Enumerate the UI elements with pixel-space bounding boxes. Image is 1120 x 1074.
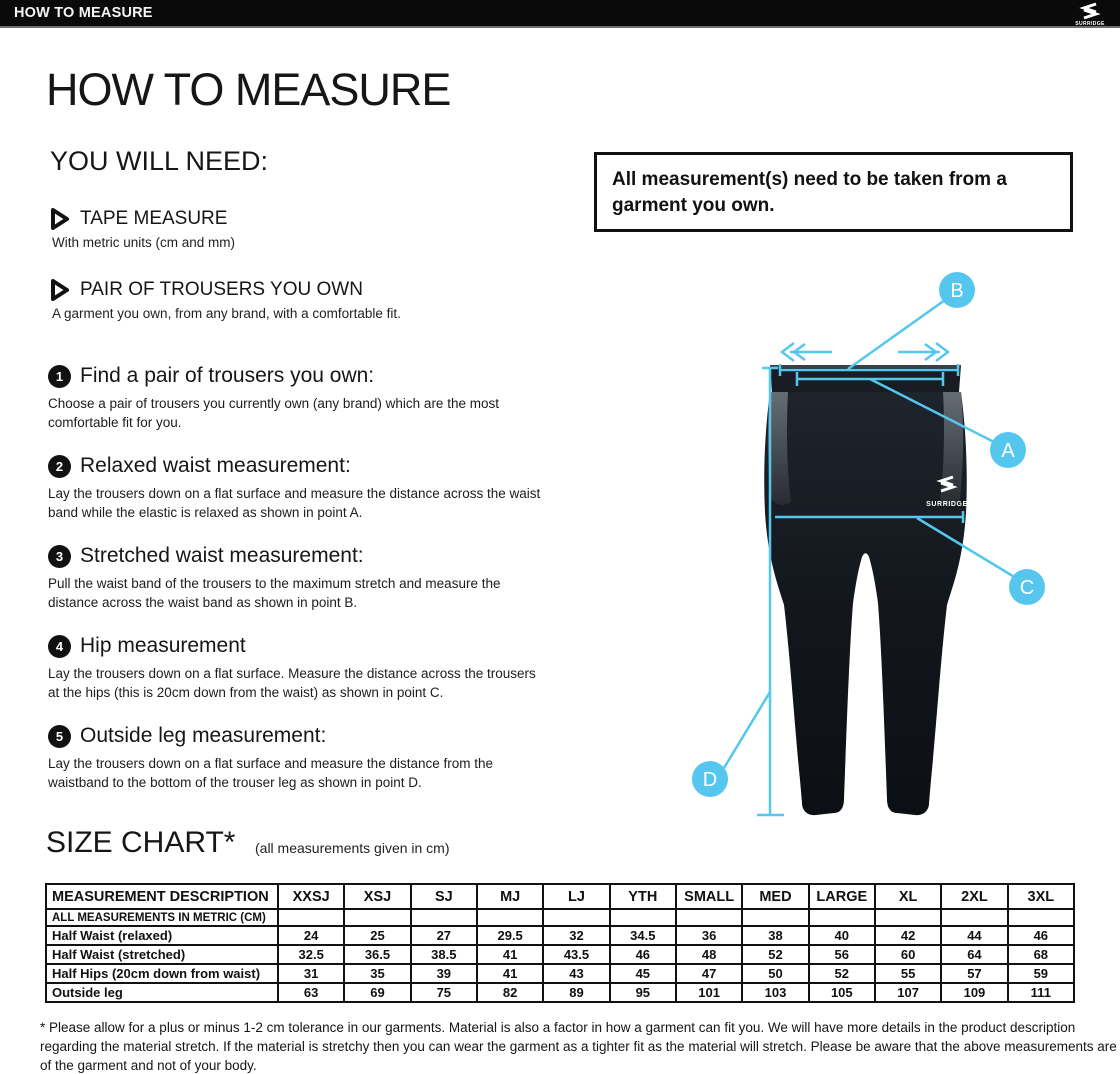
col-header-size: LARGE: [809, 884, 875, 909]
step-body: Lay the trousers down on a flat surface and measure the distance from the waistband to the bottom of the trouser leg as shown in point D.: [48, 756, 493, 790]
need-item-label: PAIR OF TROUSERS YOU OWN: [80, 279, 363, 300]
measurement-note-text: All measurement(s) need to be taken from a garment you own.: [612, 169, 1007, 217]
step-title: Outside leg measurement:: [80, 724, 327, 747]
cell-value: 109: [941, 983, 1007, 1002]
tolerance-footnote: * Please allow for a plus or minus 1-2 cm tolerance in our garments. Material is also a factor in how a garment can fit you. We will have more details in the product description regarding the material stretch. If the material is stretchy then you can wear the garment as a tighter fit as the material will stretch. Please be aware that the above measurements are of the garment and not of your body.: [40, 1020, 1117, 1074]
cell-value: 52: [742, 945, 808, 964]
size-chart-heading: SIZE CHART*: [46, 826, 236, 859]
step-4: [48, 634, 548, 703]
table-row: [46, 926, 1074, 945]
cell-value: 38: [742, 926, 808, 945]
step-number-badge: 2: [48, 455, 71, 478]
row-label: Half Waist (relaxed): [46, 926, 278, 945]
trousers-image: [764, 365, 968, 815]
step-number-badge: 5: [48, 725, 71, 748]
cell-value: 57: [941, 964, 1007, 983]
cell-value: 107: [875, 983, 941, 1002]
step-title: Stretched waist measurement:: [80, 544, 364, 567]
cell-value: 41: [477, 964, 543, 983]
label-c: C: [1019, 577, 1035, 599]
table-row: [46, 983, 1074, 1002]
step-3: [48, 544, 548, 613]
cell-value: 48: [676, 945, 742, 964]
step-body: Lay the trousers down on a flat surface. Measure the distance across the trousers at the hips (this is 20cm down from the waist) as shown in point C.: [48, 666, 536, 700]
table-header-row: [46, 884, 1074, 909]
need-item-tape-measure: [50, 208, 235, 250]
col-header-size: LJ: [543, 884, 609, 909]
cell-value: 24: [278, 926, 344, 945]
row-label: Half Waist (stretched): [46, 945, 278, 964]
need-item-note: A garment you own, from any brand, with a comfortable fit.: [52, 306, 401, 321]
cell-value: 69: [344, 983, 410, 1002]
cell-value: 41: [477, 945, 543, 964]
size-chart-subheading: (all measurements given in cm): [255, 840, 450, 856]
cell-value: 82: [477, 983, 543, 1002]
cell-value: 46: [1008, 926, 1074, 945]
cell-value: 47: [676, 964, 742, 983]
step-title: Relaxed waist measurement:: [80, 454, 351, 477]
metric-note: ALL MEASUREMENTS IN METRIC (CM): [46, 909, 278, 926]
step-body: Lay the trousers down on a flat surface and measure the distance across the waist band while the elastic is relaxed as shown in point A.: [48, 486, 541, 520]
trouser-logo-text: SURRIDGE: [926, 501, 968, 508]
cell-value: 46: [610, 945, 676, 964]
cell-value: 43: [543, 964, 609, 983]
cell-value: 60: [875, 945, 941, 964]
step-title: Find a pair of trousers you own:: [80, 364, 375, 387]
col-header-description: MEASUREMENT DESCRIPTION: [46, 884, 278, 909]
need-item-label: TAPE MEASURE: [80, 208, 228, 229]
table-row-metric-note: [46, 909, 1074, 926]
cell-value: 43.5: [543, 945, 609, 964]
label-a: A: [1001, 440, 1015, 462]
col-header-size: MJ: [477, 884, 543, 909]
cell-value: 38.5: [411, 945, 477, 964]
surridge-logo-text: SURRIDGE: [1075, 21, 1105, 27]
triangle-bullet-icon: [50, 279, 70, 301]
step-number-badge: 3: [48, 545, 71, 568]
cell-value: 68: [1008, 945, 1074, 964]
triangle-bullet-icon: [50, 208, 70, 230]
col-header-size: XL: [875, 884, 941, 909]
top-bar-title: HOW TO MEASURE: [14, 5, 153, 21]
cell-value: 32: [543, 926, 609, 945]
label-d: D: [702, 769, 718, 791]
cell-value: 55: [875, 964, 941, 983]
cell-value: 95: [610, 983, 676, 1002]
row-label: Half Hips (20cm down from waist): [46, 964, 278, 983]
col-header-size: 2XL: [941, 884, 1007, 909]
cell-value: 36.5: [344, 945, 410, 964]
step-2: [48, 454, 548, 523]
cell-value: 105: [809, 983, 875, 1002]
size-chart-table: [45, 883, 1075, 1003]
cell-value: 29.5: [477, 926, 543, 945]
cell-value: 101: [676, 983, 742, 1002]
cell-value: 27: [411, 926, 477, 945]
top-bar: [0, 0, 1120, 28]
col-header-size: MED: [742, 884, 808, 909]
step-5: [48, 724, 548, 793]
cell-value: 31: [278, 964, 344, 983]
page-title: HOW TO MEASURE: [46, 64, 451, 115]
cell-value: 45: [610, 964, 676, 983]
cell-value: 89: [543, 983, 609, 1002]
cell-value: 35: [344, 964, 410, 983]
cell-value: 32.5: [278, 945, 344, 964]
need-item-note: With metric units (cm and mm): [52, 235, 236, 250]
cell-value: 64: [941, 945, 1007, 964]
measurement-note-box: [594, 152, 1073, 232]
cell-value: 59: [1008, 964, 1074, 983]
need-item-trousers: [50, 279, 401, 321]
step-1: [48, 364, 548, 433]
step-number-badge: 4: [48, 635, 71, 658]
step-title: Hip measurement: [80, 634, 246, 657]
label-b: B: [950, 280, 964, 302]
step-number-badge: 1: [48, 365, 71, 388]
trousers-measurement-diagram: [690, 255, 1120, 825]
col-header-size: XSJ: [344, 884, 410, 909]
cell-value: 56: [809, 945, 875, 964]
col-header-size: YTH: [610, 884, 676, 909]
cell-value: 50: [742, 964, 808, 983]
step-body: Choose a pair of trousers you currently own (any brand) which are the most comfortable fit for you.: [48, 396, 499, 430]
cell-value: 42: [875, 926, 941, 945]
you-will-need-heading: YOU WILL NEED:: [50, 146, 269, 176]
cell-value: 40: [809, 926, 875, 945]
cell-value: 75: [411, 983, 477, 1002]
cell-value: 63: [278, 983, 344, 1002]
surridge-logo-icon: [1070, 1, 1110, 27]
cell-value: 25: [344, 926, 410, 945]
col-header-size: SJ: [411, 884, 477, 909]
table-row: [46, 964, 1074, 983]
cell-value: 44: [941, 926, 1007, 945]
cell-value: 39: [411, 964, 477, 983]
col-header-size: SMALL: [676, 884, 742, 909]
cell-value: 103: [742, 983, 808, 1002]
cell-value: 34.5: [610, 926, 676, 945]
col-header-size: 3XL: [1008, 884, 1074, 909]
cell-value: 36: [676, 926, 742, 945]
table-row: [46, 945, 1074, 964]
step-body: Pull the waist band of the trousers to the maximum stretch and measure the distance across the waist band as shown in point B.: [48, 576, 501, 610]
col-header-size: XXSJ: [278, 884, 344, 909]
row-label: Outside leg: [46, 983, 278, 1002]
cell-value: 52: [809, 964, 875, 983]
cell-value: 111: [1008, 983, 1074, 1002]
